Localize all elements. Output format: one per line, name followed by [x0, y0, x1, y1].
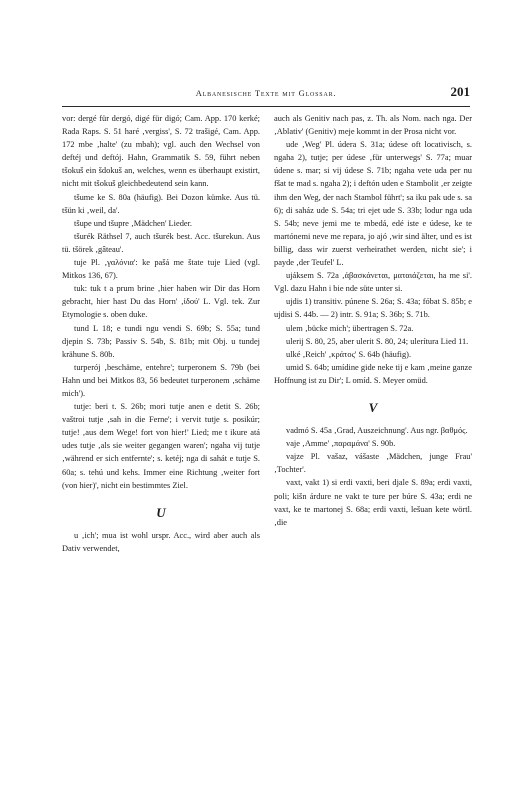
glossary-entry: turperój ‚beschäme, entehre'; turperonem S. 79b (bei Hahn und bei Mitkos 83, 56 bedeutet turperonem ‚schäme mich'). — [62, 362, 260, 398]
glossary-entry: ulerij S. 80, 25, aber ulerit S. 80, 24; ulerítura Lied 11. — [286, 336, 469, 346]
left-column — [62, 112, 260, 752]
glossary-entry: vajze Pl. vašaz, vášaste ‚Mädchen, junge Frau' ‚Tochter'. — [274, 452, 472, 475]
glossary-entry: tutje: beri t. S. 26b; mori tutje anen e detit S. 26b; vaštroi tutje ‚sah in die Ferne'; i vervit tutje s. posikúr; tutje! ‚aus dem Wege! fort von hier!' Lied; me t ikure atá udes tutje ‚als sie weiter gegangen waren'; ngaha vij tutje ‚während er sich entfernte'; s. ketéj; nga di sahát e tutje S. 60a; s. tehú und kehs. Immer eine Richtung ‚weiter fort (von hier)', nicht ein bestimmtes Ziel. — [62, 402, 260, 490]
glossary-entry: tšurék Räthsel 7, auch tšurék best. Acc. tšurekun. Aus tü. tšörek ‚gâteau'. — [62, 231, 260, 254]
glossary-entry: vadmó S. 45a ‚Grad, Auszeichnung'. Aus ngr. βαθμός. — [286, 426, 468, 436]
glossary-entry: ulké ‚Reich' ‚κράτος' S. 64b (häufig). — [286, 349, 412, 359]
printed-page — [62, 60, 470, 755]
glossary-entry: tuk: tuk t a prum brine ‚hier haben wir Dir das Horn gebracht, hier hast Du das Horn' ‚ἰδού' L. Vgl. tek. Zur Etymologie s. oben duke. — [62, 284, 260, 320]
glossary-entry: ulem ‚bücke mich'; übertragen S. 72a. — [286, 323, 414, 333]
glossary-entry: tšupe und tšupre ‚Mädchen' Lieder. — [74, 218, 193, 228]
glossary-entry: ujáksem S. 72a ‚ἀβασκάνεται, ματαιάζεται, ha me si'. Vgl. dazu Hahn i bie nde süte unter si. — [274, 271, 472, 294]
glossary-entry: vor: dergé für dergó, digé für digó; Cam. App. 170 kerké; Rada Raps. S. 51 haré ‚vergiss', S. 72 trašigé, Cam. App. 172 mbe ‚halte' (zu mbah); vgl. auch den Wechsel von deftéj und deftój. Hahn, Grammatik S. 59, führt neben tšokuš ein šdokuš an, welches, wenn es überhaupt existirt, nicht mit tšokuš gleichbedeutend sein kann. — [62, 114, 260, 189]
section-letter-u: U — [156, 504, 166, 520]
glossary-entry: umid S. 64b; umídine gide neke tij e kam ‚meine ganze Hoffnung ist zu Dir'; L omíd. S. Meyer omüd. — [274, 362, 472, 385]
glossary-entry: vaje ‚Amme' ‚παραμάνα' S. 90b. — [286, 439, 396, 449]
glossary-entry: u ‚ich'; mua ist wohl urspr. Acc., wird aber auch als Dativ verwendet, — [62, 530, 260, 553]
glossary-entry: ude ‚Weg' Pl. údera S. 31a; údese oft locativisch, s. ngaha 2), tutje; per údese ‚für unterwegs' S. 77a; muar údene s. mar; si vij údese S. 71b; ngaha vete uda per nu fšat te mad s. ngaha 2); i deftón uden e Stambolit ‚er zeigte ihm den Weg, der nach Stambol führt'; sa iku pak ude s. sa 6); di saház ude S. 54a; tri ejet ude S. 33b; lodur nga uda S. 54b; neve jemi me te mbedá, edé iste e údese, ke te martónemi neve me repara, jo ajó ‚wir sind älter, und es ist billig, dass wir zuerst verheirathet werden, nicht sie'; i payde ‚der Teufel' L. — [274, 140, 472, 268]
section-letter-v: V — [368, 399, 378, 415]
glossary-entry: ujdis 1) transitiv. púnene S. 26a; S. 43a; fóbat S. 85b; e ujdisi S. 44b. — 2) intr. S. 91a; S. 36b; S. 71b. — [274, 297, 472, 320]
glossary-entry: tšume ke S. 80a (häufig). Bei Dozon kümke. Aus tü. tšün ki ‚weil, da'. — [62, 192, 260, 215]
two-column-body — [62, 112, 470, 752]
page-number: 201 — [450, 84, 470, 99]
glossary-entry: vaxt, vakt 1) si erdi vaxti, beri djale S. 89a; erdi vaxti, poli; kišn árdure ne vakt te ture per búre S. 43a; erdi ne vaxt, ke te martonej S. 68a; erdi vaxti, lešuan kete wörtl. ‚die — [274, 478, 472, 527]
running-header — [62, 84, 470, 107]
glossary-entry: tund L 18; e tundi ngu vendi S. 69b; S. 55a; tund djepin S. 73b; Passiv S. 54b, S. 81b; mit Obj. u tundej krähune S. 80b. — [62, 323, 260, 359]
header-title: Albanesische Texte mit Glossar. — [195, 88, 337, 98]
right-column — [274, 112, 472, 752]
glossary-entry: auch als Genitiv nach pas, z. Th. als Nom. nach nga. Der ‚Ablativ' (Genitiv) meje kommt in der Prosa nicht vor. — [274, 114, 472, 137]
glossary-entry: tuje Pl. ‚γαλόνια': ke pašá me štate tuje Lied (vgl. Mitkos 136, 67). — [62, 258, 260, 281]
